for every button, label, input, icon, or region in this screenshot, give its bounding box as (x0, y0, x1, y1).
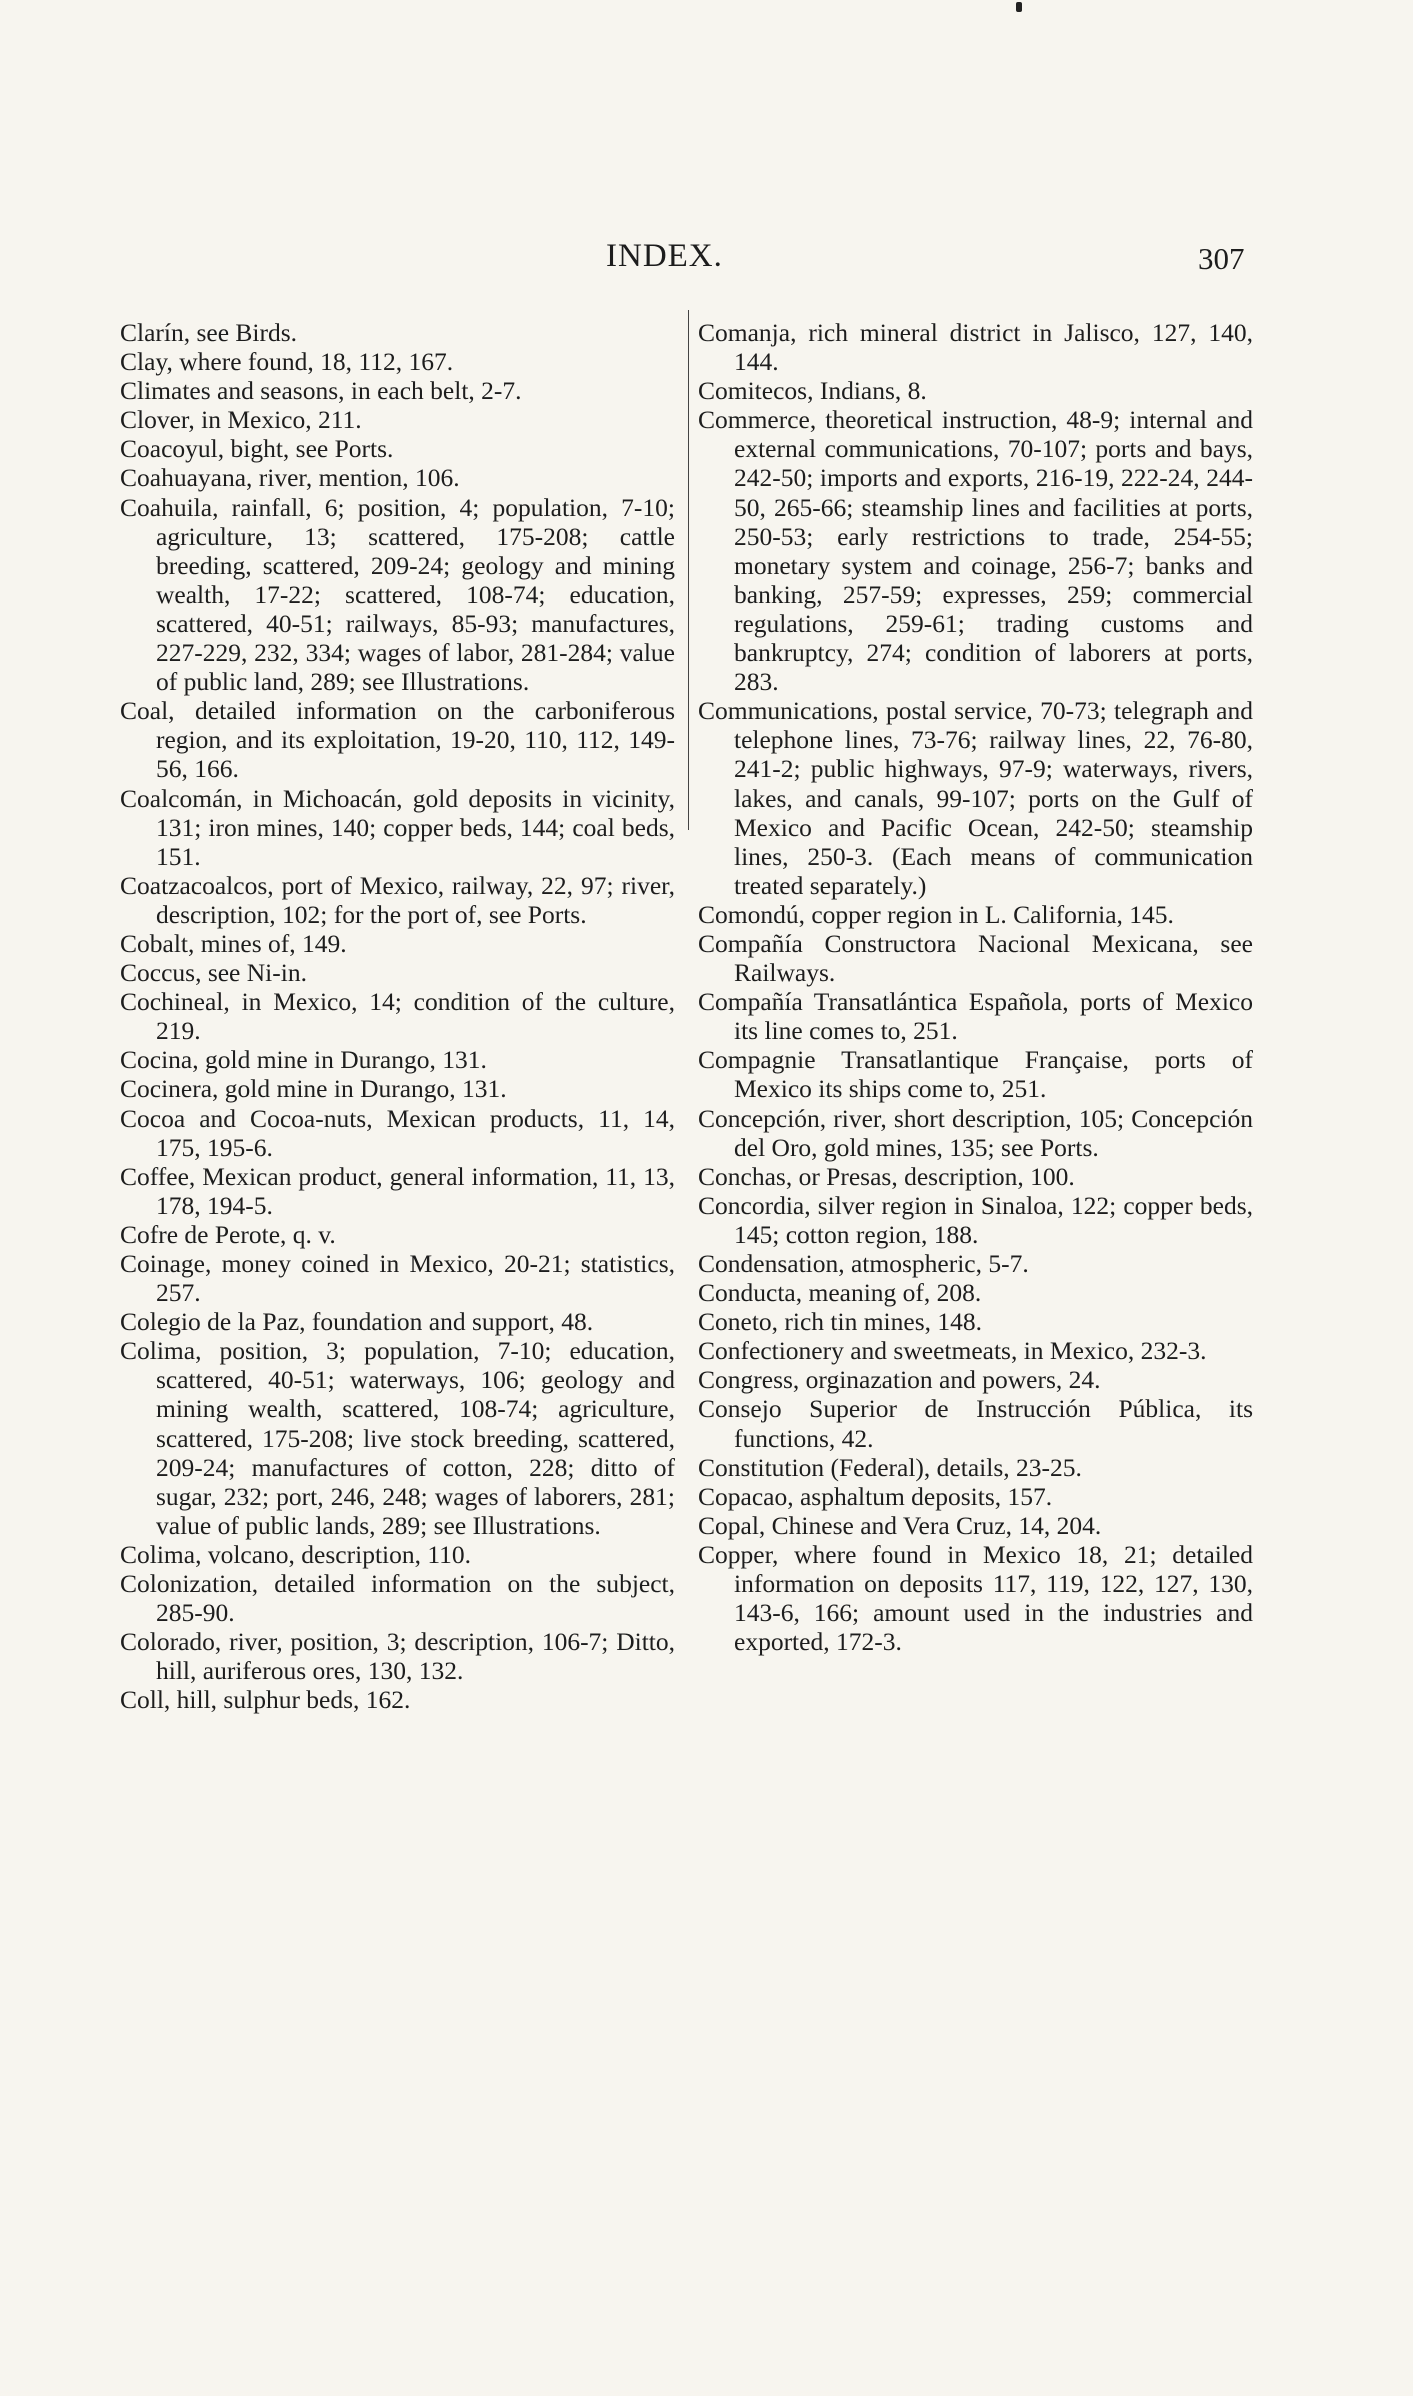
index-entry: Consejo Superior de Instrucción Pública, its functions, 42. (698, 1394, 1253, 1453)
index-entry: Coffee, Mexican product, general information, 11, 13, 178, 194-5. (120, 1161, 675, 1220)
index-entry: Cocinera, gold mine in Durango, 131. (120, 1074, 507, 1104)
index-entry: Coll, hill, sulphur beds, 162. (120, 1685, 411, 1715)
index-entry: Compagnie Transatlantique Française, ports of Mexico its ships come to, 251. (698, 1045, 1253, 1104)
index-entry: Communications, postal service, 70-73; telegraph and telephone lines, 73-76; railway lines, 22, 76-80, 241-2; public highways, 97-9; waterways, rivers, lakes, and canals, 99-107; ports on the Gulf of Mexico and Pacific Ocean, 242-50; steamship lines, 250-3. (Each means of communication treated separately.) (698, 696, 1253, 900)
column-divider (688, 310, 689, 830)
index-entry: Clay, where found, 18, 112, 167. (120, 347, 454, 377)
index-entry: Comanja, rich mineral district in Jalisco, 127, 140, 144. (698, 318, 1253, 377)
index-entry: Colima, volcano, description, 110. (120, 1539, 472, 1569)
index-entry: Copacao, asphaltum deposits, 157. (698, 1481, 1053, 1511)
index-entry: Confectionery and sweetmeats, in Mexico, 232-3. (698, 1336, 1207, 1366)
index-entry: Cofre de Perote, q. v. (120, 1219, 336, 1249)
page-header (0, 238, 1413, 278)
index-entry: Coal, detailed information on the carboniferous region, and its exploitation, 19-20, 110, 112, 149-56, 166. (120, 696, 675, 784)
index-entry: Copper, where found in Mexico 18, 21; detailed information on deposits 117, 119, 122, 127, 130, 143-6, 166; amount used in the industries and exported, 172-3. (698, 1539, 1253, 1657)
index-entry: Climates and seasons, in each belt, 2-7. (120, 376, 522, 406)
index-entry: Conducta, meaning of, 208. (698, 1278, 982, 1308)
index-entry: Copal, Chinese and Vera Cruz, 14, 204. (698, 1510, 1102, 1540)
index-entry: Colegio de la Paz, foundation and support, 48. (120, 1307, 594, 1337)
running-title: INDEX. (606, 238, 723, 274)
index-entry: Coinage, money coined in Mexico, 20-21; statistics, 257. (120, 1249, 675, 1308)
index-entry: Coneto, rich tin mines, 148. (698, 1307, 983, 1337)
index-entry: Colonization, detailed information on the subject, 285-90. (120, 1569, 675, 1628)
index-entry: Coccus, see Ni-in. (120, 958, 307, 988)
index-column-right (698, 318, 1253, 1656)
index-entry: Condensation, atmospheric, 5-7. (698, 1249, 1029, 1278)
index-entry: Comitecos, Indians, 8. (698, 376, 927, 406)
index-entry: Congress, orginazation and powers, 24. (698, 1365, 1101, 1395)
index-entry: Cobalt, mines of, 149. (120, 928, 347, 958)
index-entry: Cocina, gold mine in Durango, 131. (120, 1045, 487, 1075)
index-entry: Conchas, or Presas, description, 100. (698, 1161, 1075, 1191)
index-entry: Clover, in Mexico, 211. (120, 405, 362, 435)
index-entry: Concordia, silver region in Sinaloa, 122; copper beds, 145; cotton region, 188. (698, 1190, 1253, 1249)
index-column-left (120, 318, 675, 1715)
index-entry: Constitution (Federal), details, 23-25. (698, 1452, 1082, 1482)
index-entry: Commerce, theoretical instruction, 48-9; internal and external communications, 70-107; ports and bays, 242-50; imports and exports, 216-19, 222-24, 244-50, 265-66; steamship lines and facilities at ports, 250-53; early restrictions to trade, 254-55; monetary system and coinage, 256-7; banks and banking, 257-59; expresses, 259; commercial regulations, 259-61; trading customs and bankruptcy, 274; condition of laborers at ports, 283. (698, 405, 1253, 697)
index-entry: Cochineal, in Mexico, 14; condition of the culture, 219. (120, 987, 675, 1046)
page-number: 307 (1198, 241, 1245, 276)
index-entry: Coatzacoalcos, port of Mexico, railway, 22, 97; river, description, 102; for the port of, see Ports. (120, 870, 675, 929)
index-entry: Cocoa and Cocoa-nuts, Mexican products, 11, 14, 175, 195-6. (120, 1103, 675, 1162)
index-entry: Coahuayana, river, mention, 106. (120, 463, 460, 493)
index-entry: Coalcomán, in Michoacán, gold deposits in vicinity, 131; iron mines, 140; copper beds, 144; coal beds, 151. (120, 783, 675, 871)
index-entry: Coacoyul, bight, see Ports. (120, 434, 394, 464)
index-entry: Compañía Constructora Nacional Mexicana, see Railways. (698, 928, 1253, 988)
index-entry: Coahuila, rainfall, 6; position, 4; population, 7-10; agriculture, 13; scattered, 175-208; cattle breeding, scattered, 209-24; geology and mining wealth, 17-22; scattered, 108-74; education, scattered, 40-51; railways, 85-93; manufactures, 227-229, 232, 334; wages of labor, 281-284; value of public land, 289; see Illustrations. (120, 492, 675, 697)
index-entry: Colima, position, 3; population, 7-10; education, scattered, 40-51; waterways, 106; geology and mining wealth, scattered, 108-74; agriculture, scattered, 175-208; live stock breeding, scattered, 209-24; manufactures of cotton, 228; ditto of sugar, 232; port, 246, 248; wages of laborers, 281; value of public lands, 289; see Illustrations. (120, 1336, 675, 1540)
print-speck (1016, 2, 1022, 12)
index-entry: Colorado, river, position, 3; description, 106-7; Ditto, hill, auriferous ores, 130, 132. (120, 1627, 675, 1686)
index-entry: Comondú, copper region in L. California, 145. (698, 899, 1174, 929)
index-entry: Compañía Transatlántica Española, ports of Mexico its line comes to, 251. (698, 987, 1253, 1046)
index-entry: Clarín, see Birds. (120, 318, 298, 347)
index-entry: Concepción, river, short description, 105; Concepción del Oro, gold mines, 135; see Ports. (698, 1103, 1253, 1162)
